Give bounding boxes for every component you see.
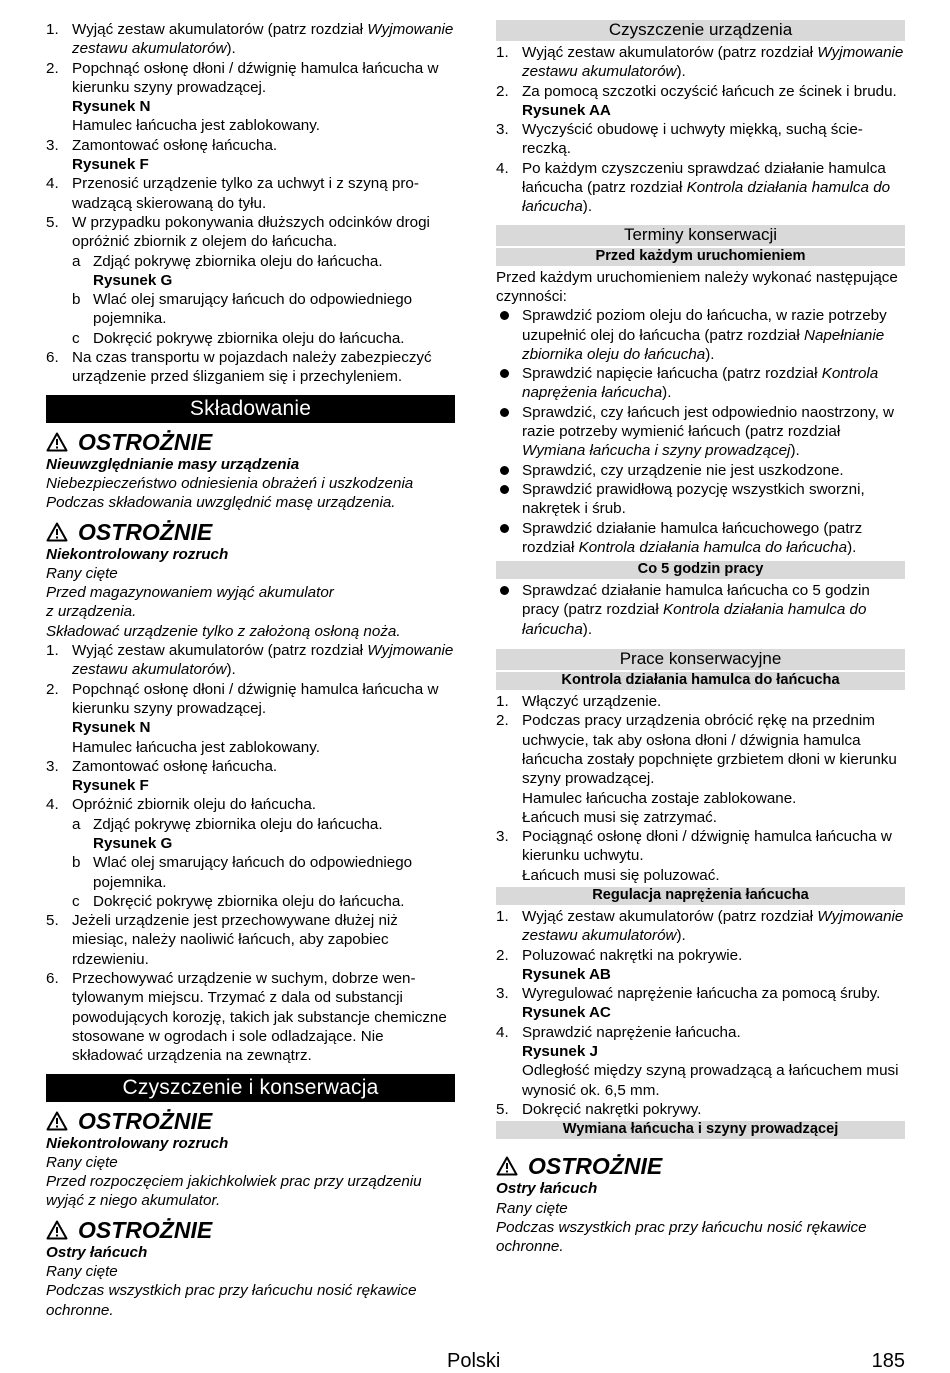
warning-title: Nieuwzględnianie masy urządzenia xyxy=(46,455,300,473)
step-text: Sprawdzić prawidłową pozycję wszystkich sworzni, nakrętek i śrub. xyxy=(522,480,865,518)
warning-text: Podczas wszystkich prac przy łańcuchu nosić rękawice ochronne. xyxy=(496,1218,867,1256)
warning-triangle-icon xyxy=(46,522,68,542)
step-number: 1. xyxy=(46,21,59,38)
bullet-item xyxy=(496,480,905,519)
step-item xyxy=(496,159,905,217)
step-item xyxy=(496,866,905,885)
step-text: Wyjąć zestaw akumulatorów (patrz rozdział xyxy=(522,44,818,61)
warning-heading xyxy=(46,1217,455,1243)
warning-triangle-icon xyxy=(496,1156,518,1176)
warning-label: OSTROŻNIE xyxy=(78,428,213,455)
step-text: ). xyxy=(582,620,593,638)
step-item xyxy=(496,82,905,101)
step-number: 2. xyxy=(496,82,509,100)
step-text: Sprawdzić, czy łańcuch jest odpowiednio naostrzony, w razie potrzeby wymienić łańcuch (patrz rozdział xyxy=(522,403,894,441)
figure-reference: Rysunek J xyxy=(522,1043,598,1061)
figure-reference: Rysunek AC xyxy=(522,1004,611,1022)
step-text: Wyregulować naprężenie łańcucha za pomocą śruby. xyxy=(522,985,881,1003)
step-number: 4. xyxy=(46,796,59,814)
chapter-reference: Wyjmowanie zestawu akumulatorów xyxy=(522,907,904,945)
step-result: Łańcuch musi się zatrzymać. xyxy=(522,808,717,826)
step-item xyxy=(46,116,455,135)
step-item xyxy=(46,174,455,213)
chapter-reference: Kontrola działania hamulca do łańcucha xyxy=(522,179,891,216)
substep-item xyxy=(46,329,455,348)
section-heading-storage: Składowanie xyxy=(46,395,455,423)
warning-triangle-icon xyxy=(46,432,68,452)
step-number: 2. xyxy=(496,946,509,964)
warning-title: Niekontrolowany rozruch xyxy=(46,545,229,563)
step-text: Sprawdzić poziom oleju do łańcucha, w razie potrzeby uzupełnić olej do łańcucha (patrz rozdział xyxy=(522,307,887,344)
substep-item xyxy=(46,853,455,892)
warning-title: Ostry łańcuch xyxy=(46,1243,148,1261)
chapter-reference: Wyjmowanie zestawu akumulatorów xyxy=(72,642,454,679)
warning-box xyxy=(46,1217,455,1320)
step-item xyxy=(46,738,455,757)
step-number: 3. xyxy=(496,985,509,1003)
step-text: Poluzować nakrętki na pokrywie. xyxy=(522,946,743,964)
transport-steps xyxy=(46,20,455,252)
section-heading-cleaning: Czyszczenie urządzenia xyxy=(496,20,905,41)
step-text: Sprawdzić napięcie łańcucha (patrz rozdział xyxy=(522,365,822,383)
chain-tension-steps xyxy=(496,907,905,1119)
substep-text: Zdjąć pokrywę zbiornika oleju do łańcucha. xyxy=(93,252,383,270)
step-text: Wyczyścić obudowę i uchwyty miękką, suchą ściereczką. xyxy=(522,121,863,158)
step-text: ). xyxy=(226,40,236,58)
warning-heading xyxy=(46,429,455,455)
step-item xyxy=(496,101,905,120)
bullet-item xyxy=(496,403,905,461)
step-text: Sprawdzać działanie hamulca łańcucha co 5 godzin pracy (patrz rozdział xyxy=(522,582,870,619)
step-item xyxy=(46,97,455,116)
warning-text: Przed magazynowaniem wyjąć akumulator xyxy=(46,584,334,602)
step-result: Hamulec łańcucha zostaje zablokowane. xyxy=(522,789,797,807)
warning-title: Ostry łańcuch xyxy=(496,1180,598,1198)
step-item xyxy=(46,348,455,387)
step-text: ). xyxy=(662,384,672,402)
step-item xyxy=(496,711,905,788)
chapter-reference: Wyjmowanie zestawu akumulatorów xyxy=(72,21,454,58)
step-item xyxy=(46,969,455,1065)
step-text: ). xyxy=(676,927,686,945)
step-text: Sprawdzić, czy urządzenie nie jest uszkodzone. xyxy=(522,461,844,479)
substep-item xyxy=(46,815,455,834)
step-number: 1. xyxy=(46,642,59,660)
step-item xyxy=(46,59,455,98)
footer-language: Polski xyxy=(447,1350,501,1372)
step-item xyxy=(496,692,905,711)
step-number: 1. xyxy=(496,44,509,61)
warning-label: OSTROŻNIE xyxy=(78,518,213,545)
step-text: ). xyxy=(847,538,857,556)
warning-text: Rany cięte xyxy=(46,1153,118,1171)
subheading-brake-check: Kontrola działania hamulca do łańcucha xyxy=(496,672,905,690)
step-number: 4. xyxy=(496,1023,509,1041)
warning-heading xyxy=(496,1153,905,1179)
step-result: Hamulec łańcucha jest zablokowany. xyxy=(72,117,320,135)
warning-box xyxy=(46,519,455,641)
right-column xyxy=(496,20,905,1256)
storage-substeps xyxy=(46,815,455,911)
step-number: 3. xyxy=(46,757,59,775)
step-number: 5. xyxy=(46,213,59,231)
warning-box xyxy=(496,1153,905,1256)
before-start-intro: Przed każdym uruchomieniem należy wykonać następujące czynności: xyxy=(496,268,898,305)
section-heading-terms: Terminy konserwacji xyxy=(496,225,905,246)
warning-box xyxy=(46,429,455,513)
step-text: W przypadku pokonywania dłuższych odcinków drogi opróżnić zbiornik z olejem do łańcucha. xyxy=(72,213,430,251)
warning-text: Podczas wszystkich prac przy łańcuchu nosić rękawice ochronne. xyxy=(46,1282,417,1319)
step-number: 6. xyxy=(46,349,59,367)
warning-label: OSTROŻNIE xyxy=(78,1216,213,1243)
bullet-item xyxy=(496,581,905,639)
step-item xyxy=(46,213,455,252)
step-text: Włączyć urządzenie. xyxy=(522,693,662,711)
subheading-chain-replacement: Wymiana łańcucha i szyny prowadzącej xyxy=(496,1121,905,1139)
step-number: 3. xyxy=(496,121,509,139)
step-item xyxy=(496,43,905,82)
figure-reference: Rysunek AA xyxy=(522,101,611,119)
substep-letter: a xyxy=(72,815,81,833)
substep-text: Dokręcić pokrywę zbiornika oleju do łańcucha. xyxy=(93,329,405,347)
step-text: ). xyxy=(705,345,715,363)
substep-letter: b xyxy=(72,854,81,872)
subheading-chain-tension: Regulacja naprężenia łańcucha xyxy=(496,887,905,905)
step-text: Wyjąć zestaw akumulatorów (patrz rozdział xyxy=(522,907,818,925)
warning-text: z urządzenia. xyxy=(46,603,137,621)
step-number: 4. xyxy=(46,175,59,193)
bullet-item xyxy=(496,306,905,364)
chapter-reference: Kontrola działania hamulca do łańcucha xyxy=(522,601,867,638)
figure-reference: Rysunek AB xyxy=(522,965,611,983)
bullet-item xyxy=(496,519,905,558)
step-item xyxy=(496,1003,905,1022)
step-item xyxy=(496,1042,905,1061)
step-item xyxy=(46,20,455,59)
substep-item xyxy=(46,290,455,329)
step-item xyxy=(496,1061,905,1100)
substep-letter: b xyxy=(72,291,81,309)
substep-letter: c xyxy=(72,329,80,347)
step-item xyxy=(46,680,455,719)
step-item xyxy=(496,907,905,946)
step-text: Przenosić urządzenie tylko za uchwyt i z szyną prowadzącą skierowaną do tyłu. xyxy=(72,175,419,212)
substep-letter: c xyxy=(72,892,80,910)
brake-check-steps xyxy=(496,692,905,885)
section-heading-care: Czyszczenie i konserwacja xyxy=(46,1074,455,1102)
bullet-item xyxy=(496,461,905,480)
step-number: 5. xyxy=(496,1100,509,1118)
step-item xyxy=(496,789,905,808)
step-number: 1. xyxy=(496,907,509,925)
substep-letter: a xyxy=(72,252,81,270)
figure-reference: Rysunek G xyxy=(93,834,173,852)
section-heading-maintenance: Prace konserwacyjne xyxy=(496,649,905,670)
warning-title: Niekontrolowany rozruch xyxy=(46,1134,229,1152)
storage-steps xyxy=(46,641,455,815)
substep-text: Dokręcić pokrywę zbiornika oleju do łańcucha. xyxy=(93,892,405,910)
step-text: Za pomocą szczotki oczyścić łańcuch ze ścinek i brudu. xyxy=(522,82,897,100)
figure-reference: Rysunek F xyxy=(72,777,149,795)
substep-item xyxy=(46,252,455,271)
warning-text: Rany cięte xyxy=(46,564,118,582)
step-result: Odległość między szyną prowadzącą a łańcuchem musi wynosić ok. 6,5 mm. xyxy=(522,1062,899,1099)
step-item xyxy=(46,136,455,155)
step-item xyxy=(46,776,455,795)
before-start-list xyxy=(496,306,905,557)
step-item xyxy=(46,155,455,174)
substep-text: Wlać olej smarujący łańcuch do odpowiedniego pojemnika. xyxy=(93,854,413,891)
step-text: Popchnąć osłonę dłoni / dźwignię hamulca łańcucha w kierunku szyny prowadzącej. xyxy=(72,59,439,96)
step-text: Sprawdzić naprężenie łańcucha. xyxy=(522,1023,741,1041)
figure-reference: Rysunek N xyxy=(72,98,151,116)
warning-label: OSTROŻNIE xyxy=(528,1153,663,1180)
figure-reference: Rysunek F xyxy=(72,156,149,174)
warning-heading xyxy=(46,1108,455,1134)
chapter-reference: Napełnianie zbiornika oleju do łańcucha xyxy=(522,326,885,363)
step-text: Zamontować osłonę łańcucha. xyxy=(72,757,278,775)
step-text: Po każdym czyszczeniu sprawdzać działanie hamulca łańcucha (patrz rozdział xyxy=(522,159,886,197)
step-number: 5. xyxy=(46,912,59,930)
warning-text: Podczas składowania uwzględnić masę urządzenia. xyxy=(46,494,396,512)
step-result: Łańcuch musi się poluzować. xyxy=(522,866,720,884)
step-text: Na czas transportu w pojazdach należy zabezpieczyć urządzenie przed ślizganiem się i przechyleniem. xyxy=(72,349,432,386)
transport-substeps xyxy=(46,252,455,348)
substep-text: Zdjąć pokrywę zbiornika oleju do łańcucha. xyxy=(93,815,383,833)
chapter-reference: Wyjmowanie zestawu akumulatorów xyxy=(522,44,904,81)
step-number: 2. xyxy=(46,680,59,698)
step-text: Popchnąć osłonę dłoni / dźwignię hamulca łańcucha w kierunku szyny prowadzącej. xyxy=(72,680,439,717)
step-item xyxy=(496,827,905,866)
step-item xyxy=(496,946,905,965)
subheading-before-start: Przed każdym uruchomieniem xyxy=(496,248,905,266)
substep-text: Wlać olej smarujący łańcuch do odpowiedniego pojemnika. xyxy=(93,291,413,328)
chapter-reference: Kontrola działania hamulca do łańcucha xyxy=(578,538,848,556)
step-number: 6. xyxy=(46,970,59,988)
step-text: Zamontować osłonę łańcucha. xyxy=(72,136,278,154)
step-text: ). xyxy=(676,63,686,81)
left-column xyxy=(46,20,455,1320)
figure-reference: Rysunek G xyxy=(93,271,173,289)
step-number: 3. xyxy=(46,136,59,154)
substep-item xyxy=(46,892,455,911)
bullet-item xyxy=(496,364,905,403)
warning-heading xyxy=(46,519,455,545)
warning-text: Rany cięte xyxy=(46,1263,118,1281)
chapter-reference: Wymiana łańcucha i szyny prowadzącej xyxy=(522,442,791,460)
step-text: Sprawdzić działanie hamulca łańcuchowego (patrz rozdział xyxy=(522,519,863,556)
step-text: Opróżnić zbiornik oleju do łańcucha. xyxy=(72,796,316,814)
step-text: Podczas pracy urządzenia obrócić rękę na przednim uchwycie, tak aby osłona dłoni / dźwignia hamulca łańcucha zostały popchnięte grzbietem dłoni w kierunku szyny prowadzącej. xyxy=(522,712,897,788)
page-number: 185 xyxy=(871,1350,905,1372)
step-text: ). xyxy=(790,442,800,460)
cleaning-steps xyxy=(496,43,905,217)
step-item xyxy=(496,1100,905,1119)
warning-text: Niebezpieczeństwo odniesienia obrażeń i uszkodzenia xyxy=(46,474,414,492)
step-item xyxy=(46,757,455,776)
step-number: 2. xyxy=(46,59,59,77)
step-item xyxy=(46,641,455,680)
step-item xyxy=(496,808,905,827)
step-item xyxy=(496,984,905,1003)
every-5-hours-list xyxy=(496,581,905,639)
warning-triangle-icon xyxy=(46,1220,68,1240)
warning-text: Przed rozpoczęciem jakichkolwiek prac przy urządzeniu wyjąć z niego akumulator. xyxy=(46,1173,422,1210)
step-number: 2. xyxy=(496,712,509,730)
step-text: Jeżeli urządzenie jest przechowywane dłużej niż miesiąc, należy naoliwić łańcuch, aby zapobiec rdzewieniu. xyxy=(72,912,398,968)
warning-triangle-icon xyxy=(46,1111,68,1131)
step-result: Hamulec łańcucha jest zablokowany. xyxy=(72,738,320,756)
step-text: Pociągnąć osłonę dłoni / dźwignię hamulca łańcucha w kierunku uchwytu. xyxy=(522,828,892,865)
step-item xyxy=(46,911,455,969)
step-text: Dokręcić nakrętki pokrywy. xyxy=(522,1100,702,1118)
step-item xyxy=(496,965,905,984)
step-text: ). xyxy=(226,661,236,679)
step-item xyxy=(496,1023,905,1042)
step-number: 4. xyxy=(496,159,509,177)
step-text: Wyjąć zestaw akumulatorów (patrz rozdział xyxy=(72,21,368,38)
storage-steps-continued xyxy=(46,911,455,1065)
step-item xyxy=(496,120,905,159)
warning-label: OSTROŻNIE xyxy=(78,1107,213,1134)
warning-box xyxy=(46,1108,455,1211)
step-item xyxy=(46,795,455,814)
warning-text: Rany cięte xyxy=(496,1199,568,1217)
step-text: Przechowywać urządzenie w suchym, dobrze wentylowanym miejscu. Trzymać z dala od substancji powodujących korozję, takich jak substancje chemiczne stosowane w ogrodach i sole odladzające. Nie składować urządzenia na zewnątrz. xyxy=(72,970,447,1065)
transport-step-6 xyxy=(46,348,455,387)
figure-reference: Rysunek N xyxy=(72,719,151,737)
warning-text: Składować urządzenie tylko z założoną osłoną noża. xyxy=(46,622,401,640)
subheading-every-5-hours: Co 5 godzin pracy xyxy=(496,561,905,579)
step-text: Wyjąć zestaw akumulatorów (patrz rozdział xyxy=(72,642,368,660)
step-number: 3. xyxy=(496,828,509,846)
step-item xyxy=(46,718,455,737)
step-text: ). xyxy=(582,198,593,216)
step-number: 1. xyxy=(496,693,509,711)
chapter-reference: Kontrola naprężenia łańcucha xyxy=(522,365,879,402)
